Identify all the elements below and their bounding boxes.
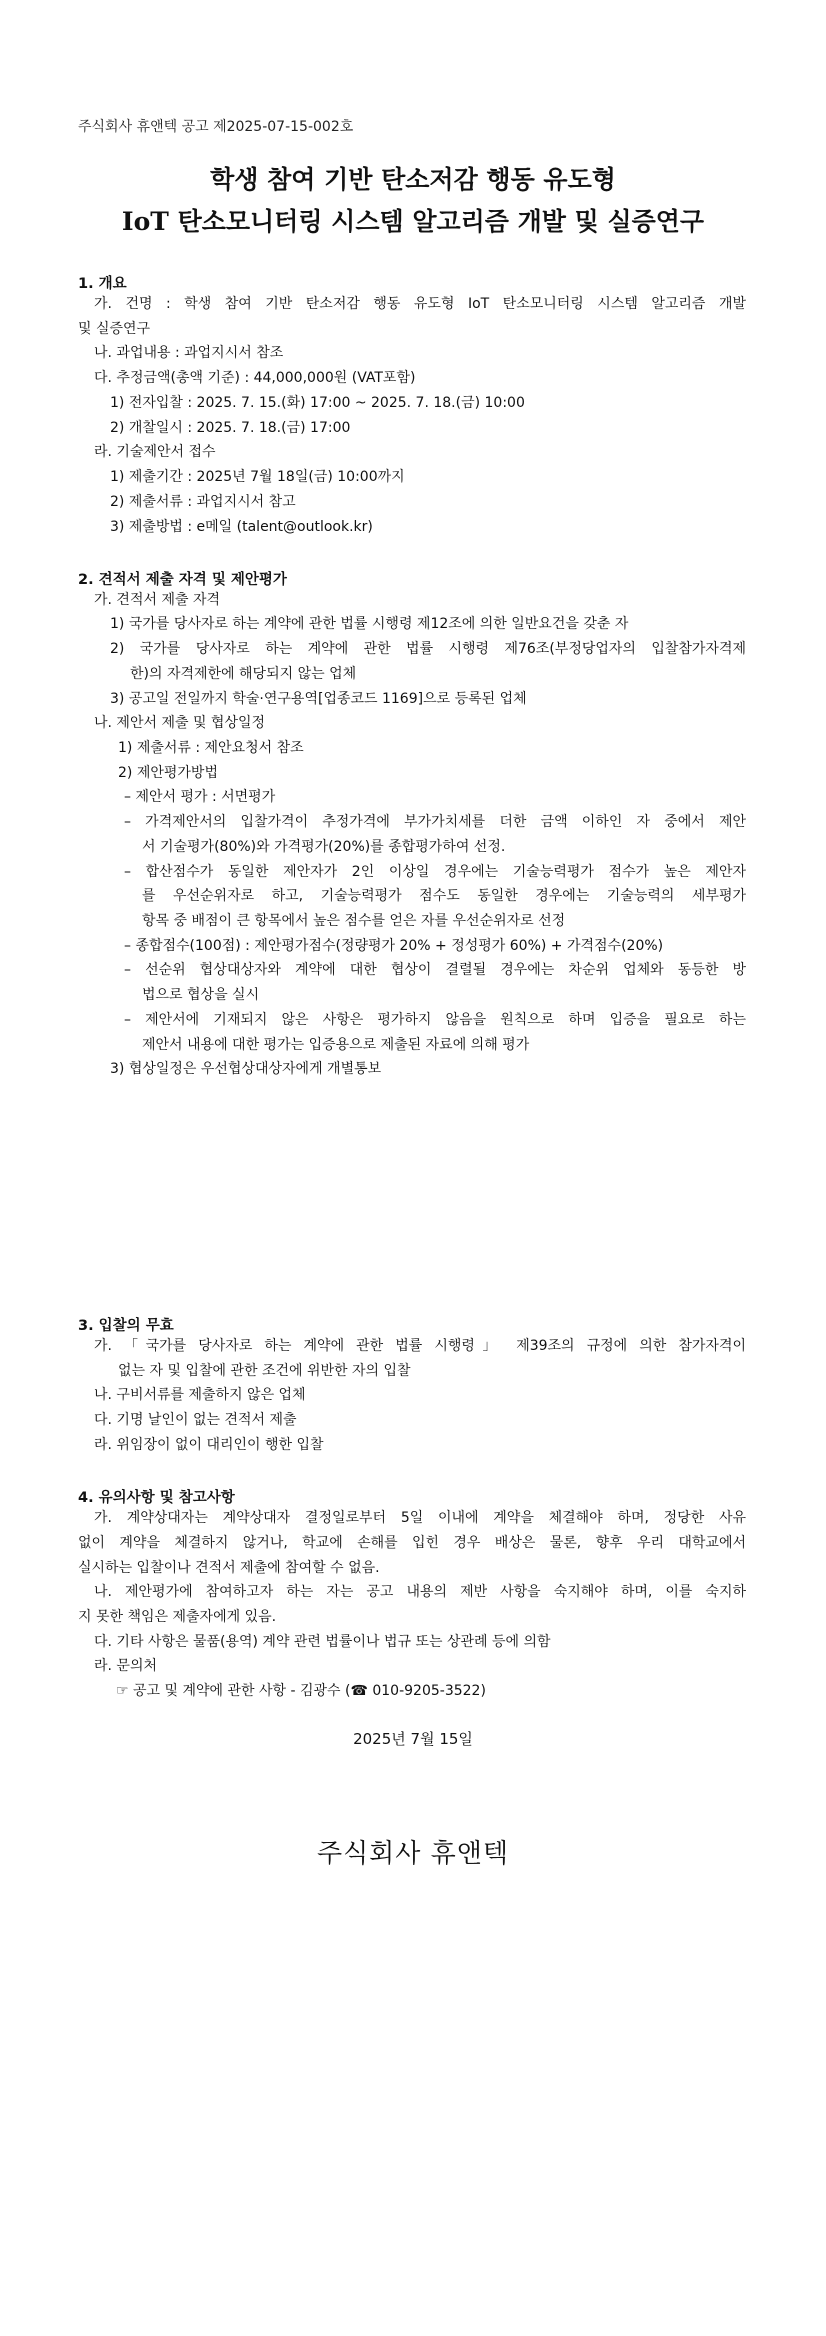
company-name: 주식회사 휴앤텍: [316, 1839, 510, 1869]
negotiation-schedule: 3) 협상일정은 우선협상대상자에게 개별통보: [110, 1061, 382, 1077]
bid-opening-date: 2) 개찰일시 : 2025. 7. 18.(금) 17:00: [110, 420, 351, 436]
evaluation-item-5-line-1: – 선순위 협상대상자와 계약에 대한 협상이 결렬될 경우에는 차순위 업체와 동등한 방: [124, 962, 746, 978]
note-a-line-1: 가. 계약상대자는 계약상대자 결정일로부터 5일 이내에 계약을 체결해야 하며, 정당한 사유: [94, 1510, 746, 1526]
evaluation-item-2-line-1: – 가격제안서의 입찰가격이 추정가격에 부가가치세를 더한 금액 이하인 자 중에서 제안: [124, 814, 746, 830]
evaluation-item-3-line-1: – 합산점수가 동일한 제안자가 2인 이상일 경우에는 기술능력평가 점수가 높은 제안자: [124, 864, 746, 880]
evaluation-item-5-line-2: 법으로 협상을 실시: [142, 987, 260, 1003]
evaluation-item-3-line-3: 항목 중 배점이 큰 항목에서 높은 점수를 얻은 자를 우선순위자로 선정: [142, 913, 566, 929]
evaluation-item-6-line-2: 제안서 내용에 대한 평가는 입증용으로 제출된 자료에 의해 평가: [142, 1037, 530, 1053]
project-name-line-2: 및 실증연구: [78, 321, 151, 337]
contact-info: ☞ 공고 및 계약에 관한 사항 - 김광수 (☎ 010-9205-3522): [116, 1683, 486, 1699]
invalid-bid-item-a-line-2: 없는 자 및 입찰에 관한 조건에 위반한 자의 입찰: [118, 1363, 411, 1379]
task-content: 나. 과업내용 : 과업지시서 참조: [94, 345, 284, 361]
invalid-bid-item-b: 나. 구비서류를 제출하지 않은 업체: [94, 1387, 306, 1403]
evaluation-method-heading: 2) 제안평가방법: [118, 765, 218, 781]
note-a-line-3: 실시하는 입찰이나 견적서 제출에 참여할 수 없음.: [78, 1560, 380, 1576]
evaluation-item-3-line-2: 를 우선순위자로 하고, 기술능력평가 점수도 동일한 경우에는 기술능력의 세부평가: [142, 888, 746, 904]
note-c: 다. 기타 사항은 물품(용역) 계약 관련 법률이나 법규 또는 상관례 등에 의함: [94, 1634, 551, 1650]
qualification-item-3: 3) 공고일 전일까지 학술·연구용역[업종코드 1169]으로 등록된 업체: [110, 691, 527, 707]
section-1-heading: 1. 개요: [78, 276, 127, 292]
invalid-bid-item-a-line-1: 가. 「국가를 당사자로 하는 계약에 관한 법률 시행령」 제39조의 규정에 의한 참가자격이: [94, 1338, 746, 1354]
proposal-documents: 1) 제출서류 : 제안요청서 참조: [118, 740, 304, 756]
submission-period: 1) 제출기간 : 2025년 7월 18일(금) 10:00까지: [110, 469, 405, 485]
section-4-heading: 4. 유의사항 및 참고사항: [78, 1490, 235, 1506]
qualification-heading: 가. 견적서 제출 자격: [94, 592, 220, 608]
invalid-bid-item-c: 다. 기명 날인이 없는 견적서 제출: [94, 1412, 297, 1428]
notice-number: 주식회사 휴앤텍 공고 제2025-07-15-002호: [78, 119, 354, 135]
estimated-price: 다. 추정금액(총액 기준) : 44,000,000원 (VAT포함): [94, 370, 416, 386]
electronic-bid-period: 1) 전자입찰 : 2025. 7. 15.(화) 17:00 ~ 2025. 7. 18.(금) 10:00: [110, 395, 525, 411]
schedule-heading: 나. 제안서 제출 및 협상일정: [94, 715, 266, 731]
qualification-item-2-line-2: 한)의 자격제한에 해당되지 않는 업체: [130, 666, 357, 682]
note-a-line-2: 없이 계약을 체결하지 않거나, 학교에 손해를 입힌 경우 배상은 물론, 향후 우리 대학교에서: [78, 1535, 746, 1551]
qualification-item-1: 1) 국가를 당사자로 하는 계약에 관한 법률 시행령 제12조에 의한 일반요건을 갖춘 자: [110, 616, 629, 632]
inquiry-heading: 라. 문의처: [94, 1658, 157, 1674]
note-b-line-2: 지 못한 책임은 제출자에게 있음.: [78, 1609, 277, 1625]
evaluation-item-4: – 종합점수(100점) : 제안평가점수(정량평가 20% + 정성평가 60%) + 가격점수(20%): [124, 938, 664, 954]
note-b-line-1: 나. 제안평가에 참여하고자 하는 자는 공고 내용의 제반 사항을 숙지해야 하며, 이를 숙지하: [94, 1584, 746, 1600]
invalid-bid-item-d: 라. 위임장이 없이 대리인이 행한 입찰: [94, 1437, 324, 1453]
project-name-line-1: 가. 건명 : 학생 참여 기반 탄소저감 행동 유도형 IoT 탄소모니터링 시스템 알고리즘 개발: [94, 296, 746, 312]
evaluation-item-2-line-2: 서 기술평가(80%)와 가격평가(20%)를 종합평가하여 선정.: [142, 839, 506, 855]
evaluation-item-6-line-1: – 제안서에 기재되지 않은 사항은 평가하지 않음을 원칙으로 하며 입증을 필요로 하는: [124, 1012, 746, 1028]
evaluation-item-1: – 제안서 평가 : 서면평가: [124, 789, 276, 805]
submission-documents: 2) 제출서류 : 과업지시서 참고: [110, 494, 296, 510]
document-title-line-2: IoT 탄소모니터링 시스템 알고리즘 개발 및 실증연구: [121, 207, 705, 236]
section-3-heading: 3. 입찰의 무효: [78, 1318, 174, 1334]
document-title-line-1: 학생 참여 기반 탄소저감 행동 유도형: [210, 165, 616, 194]
proposal-receipt-heading: 라. 기술제안서 접수: [94, 444, 216, 460]
notice-date: 2025년 7월 15일: [353, 1730, 473, 1748]
qualification-item-2-line-1: 2) 국가를 당사자로 하는 계약에 관한 법률 시행령 제76조(부정당업자의 입찰참가자격제: [110, 641, 746, 657]
submission-method: 3) 제출방법 : e메일 (talent@outlook.kr): [110, 519, 373, 535]
section-2-heading: 2. 견적서 제출 자격 및 제안평가: [78, 572, 287, 588]
